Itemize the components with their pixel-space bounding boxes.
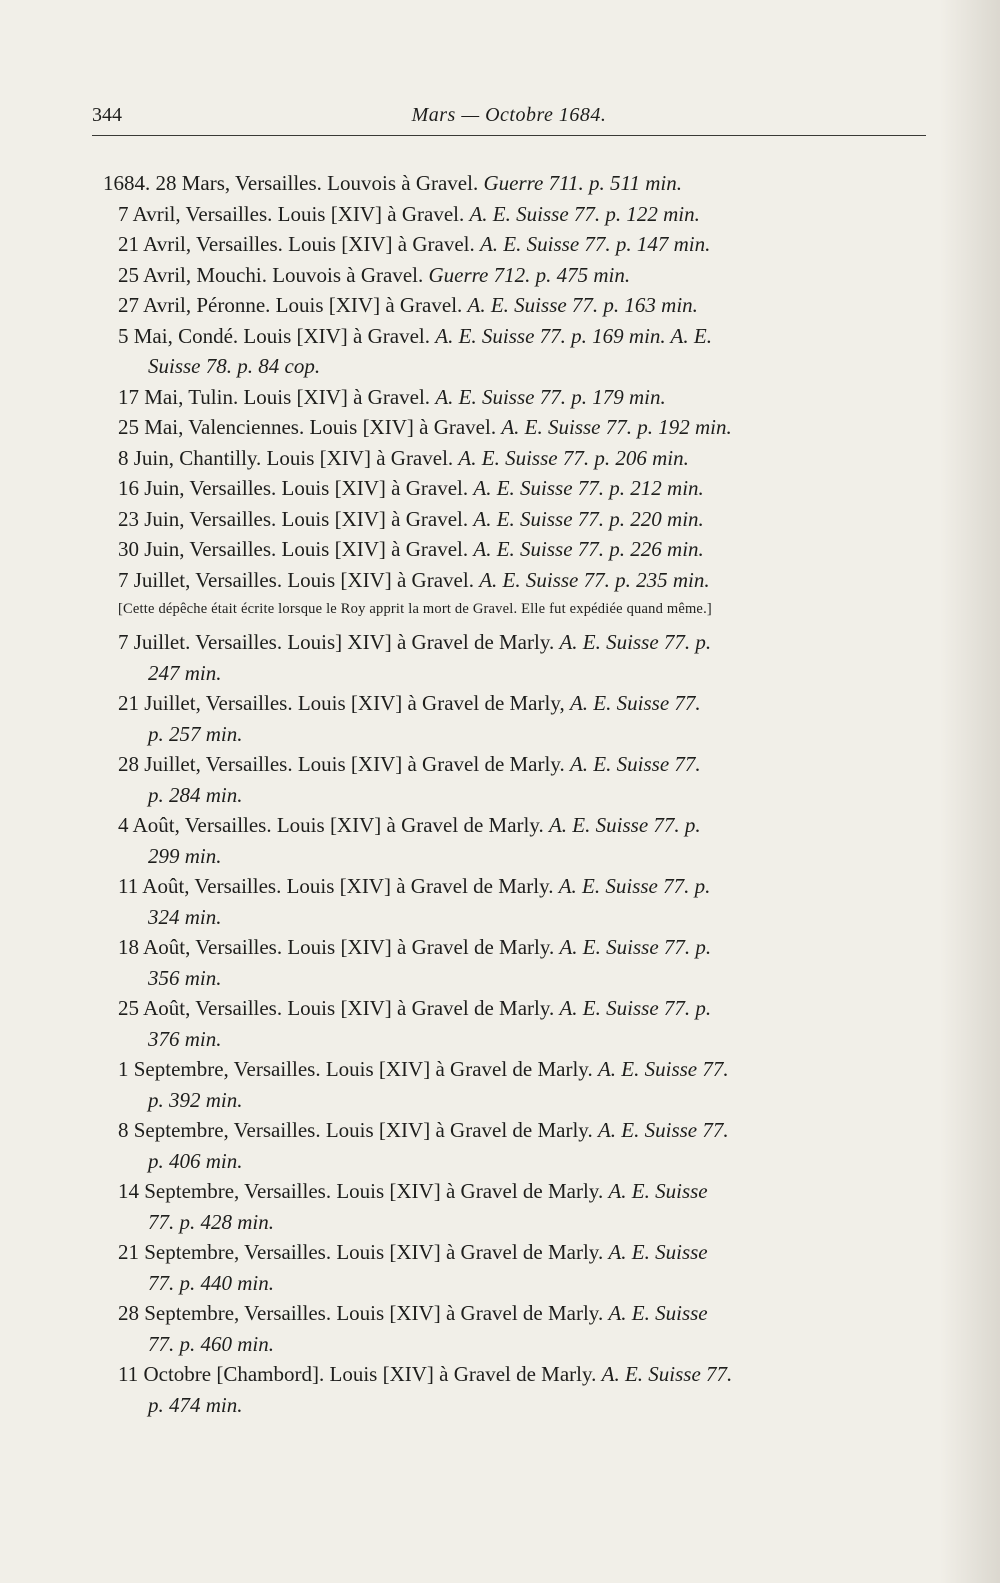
entry-text: 1 Septembre, Versailles. Louis [XIV] à Gravel de Marly. [118, 1057, 593, 1081]
entry-continuation: 376 min. [148, 1026, 222, 1051]
entry-text: 8 Juin, Chantilly. Louis [XIV] à Gravel. [118, 445, 454, 470]
list-item [118, 1298, 926, 1359]
entry-group-2 [118, 627, 926, 1420]
list-item [118, 290, 926, 321]
entry-group-1 [103, 168, 926, 595]
entry-text: 25 Mai, Valenciennes. Louis [XIV] à Gravel. [118, 415, 497, 439]
entry-reference: A. E. Suisse 77. p. [548, 813, 701, 837]
page-number: 344 [92, 104, 122, 126]
page-shadow [940, 0, 1000, 1583]
list-item [118, 473, 926, 504]
entry-text: 25 Avril, Mouchi. Louvois à Gravel. [118, 262, 424, 287]
page-header [92, 100, 926, 140]
entry-reference: A. E. Suisse 77. [569, 752, 701, 776]
list-item [118, 1359, 926, 1420]
list-item [118, 627, 926, 688]
list-item [118, 749, 926, 810]
entry-text: 28 Juillet, Versailles. Louis [XIV] à Gravel de Marly. [118, 752, 565, 776]
entry-reference: A. E. Suisse 77. p. [559, 630, 712, 654]
list-item [118, 993, 926, 1054]
entry-reference: A. E. Suisse 77. p. 122 min. [469, 201, 700, 226]
list-item [118, 565, 926, 596]
entry-text: 16 Juin, Versailles. Louis [XIV] à Gravel. [118, 476, 469, 500]
entry-reference: A. E. Suisse [608, 1301, 708, 1325]
list-item [118, 534, 926, 565]
list-item [118, 871, 926, 932]
entry-reference: A. E. Suisse 77. p. [558, 874, 711, 898]
entry-text: 14 Septembre, Versailles. Louis [XIV] à Gravel de Marly. [118, 1179, 604, 1203]
entry-reference: A. E. Suisse [608, 1240, 708, 1264]
entry-continuation: p. 284 min. [148, 782, 243, 807]
header-rule [92, 135, 926, 136]
entry-text: 17 Mai, Tulin. Louis [XIV] à Gravel. [118, 384, 431, 409]
list-item [118, 1054, 926, 1115]
list-item [118, 1115, 926, 1176]
entry-reference: A. E. Suisse 77. p. 226 min. [473, 537, 704, 561]
entry-reference: A. E. Suisse 77. p. [559, 935, 712, 959]
entry-continuation: Suisse 78. p. 84 cop. [148, 354, 321, 378]
entry-reference: A. E. Suisse 77. [597, 1057, 729, 1081]
entry-text: 21 Avril, Versailles. Louis [XIV] à Gravel. [118, 232, 475, 256]
entry-text: 28 Septembre, Versailles. Louis [XIV] à Gravel de Marly. [118, 1301, 604, 1325]
entry-text: 5 Mai, Condé. Louis [XIV] à Gravel. [118, 323, 431, 348]
footnote: [Cette dépêche était écrite lorsque le Roy apprit la mort de Gravel. Elle fut expédiée quand même.] [118, 601, 712, 617]
entry-continuation: p. 257 min. [148, 721, 243, 746]
entry-reference: A. E. Suisse [608, 1179, 708, 1203]
entry-text: 21 Septembre, Versailles. Louis [XIV] à Gravel de Marly. [118, 1240, 604, 1264]
entry-reference: A. E. Suisse 77. [569, 691, 701, 715]
entry-continuation: 247 min. [148, 660, 222, 685]
entry-reference: Guerre 711. p. 511 min. [483, 171, 682, 195]
list-item [118, 932, 926, 993]
entry-continuation: 324 min. [148, 904, 222, 929]
entry-continuation: 77. p. 428 min. [148, 1209, 274, 1234]
list-item [118, 810, 926, 871]
entry-continuation: 356 min. [148, 965, 222, 990]
entry-reference: A. E. Suisse 77. p. 192 min. [501, 415, 732, 439]
list-item [118, 412, 926, 443]
list-item [118, 504, 926, 535]
running-title: Mars — Octobre 1684. [411, 104, 607, 126]
entry-list [103, 168, 926, 1420]
entry-text: 11 Août, Versailles. Louis [XIV] à Gravel de Marly. [118, 874, 554, 898]
list-item [118, 229, 926, 260]
list-item [118, 443, 926, 474]
entry-text: 27 Avril, Péronne. Louis [XIV] à Gravel. [118, 293, 463, 317]
entry-continuation: 77. p. 440 min. [148, 1270, 274, 1295]
entry-reference: A. E. Suisse 77. p. [559, 996, 712, 1020]
list-item [118, 199, 926, 230]
entry-text: 25 Août, Versailles. Louis [XIV] à Gravel de Marly. [118, 996, 555, 1020]
entry-reference: A. E. Suisse 77. p. 206 min. [458, 445, 689, 470]
entry-text: 1684. 28 Mars, Versailles. Louvois à Gravel. [103, 171, 479, 195]
list-item [118, 321, 926, 382]
list-item [118, 1176, 926, 1237]
entry-reference: A. E. Suisse 77. [601, 1362, 733, 1386]
entry-continuation: 77. p. 460 min. [148, 1331, 274, 1356]
entry-text: 11 Octobre [Chambord]. Louis [XIV] à Gravel de Marly. [118, 1362, 597, 1386]
entry-reference: A. E. Suisse 77. p. 235 min. [479, 567, 710, 592]
entry-reference: A. E. Suisse 77. p. 163 min. [467, 293, 698, 317]
entry-reference: A. E. Suisse 77. p. 212 min. [473, 476, 704, 500]
entry-continuation: p. 392 min. [148, 1087, 243, 1112]
list-item [118, 382, 926, 413]
list-item [118, 260, 926, 291]
entry-text: 8 Septembre, Versailles. Louis [XIV] à Gravel de Marly. [118, 1118, 593, 1142]
entry-text: 30 Juin, Versailles. Louis [XIV] à Gravel. [118, 537, 469, 561]
entry-continuation: 299 min. [148, 843, 222, 868]
entry-reference: A. E. Suisse 77. [597, 1118, 729, 1142]
entry-continuation: p. 406 min. [148, 1148, 243, 1173]
entry-text: 7 Avril, Versailles. Louis [XIV] à Gravel. [118, 201, 465, 226]
entry-reference: A. E. Suisse 77. p. 169 min. A. E. [435, 323, 712, 348]
list-item [118, 688, 926, 749]
entry-reference: A. E. Suisse 77. p. 147 min. [479, 232, 711, 256]
entry-text: 7 Juillet. Versailles. Louis] XIV] à Gravel de Marly. [118, 630, 555, 654]
entry-reference: A. E. Suisse 77. p. 179 min. [435, 384, 666, 409]
entry-text: 18 Août, Versailles. Louis [XIV] à Gravel de Marly. [118, 935, 555, 959]
entry-reference: Guerre 712. p. 475 min. [428, 262, 631, 287]
entry-reference: A. E. Suisse 77. p. 220 min. [473, 506, 704, 531]
entry-text: 7 Juillet, Versailles. Louis [XIV] à Gravel. [118, 567, 474, 592]
entry-text: 4 Août, Versailles. Louis [XIV] à Gravel de Marly. [118, 813, 544, 837]
entry-text: 21 Juillet, Versailles. Louis [XIV] à Gravel de Marly, [118, 691, 565, 715]
list-item [103, 168, 926, 199]
entry-text: 23 Juin, Versailles. Louis [XIV] à Gravel. [118, 506, 469, 531]
entry-continuation: p. 474 min. [148, 1392, 243, 1417]
list-item [118, 1237, 926, 1298]
